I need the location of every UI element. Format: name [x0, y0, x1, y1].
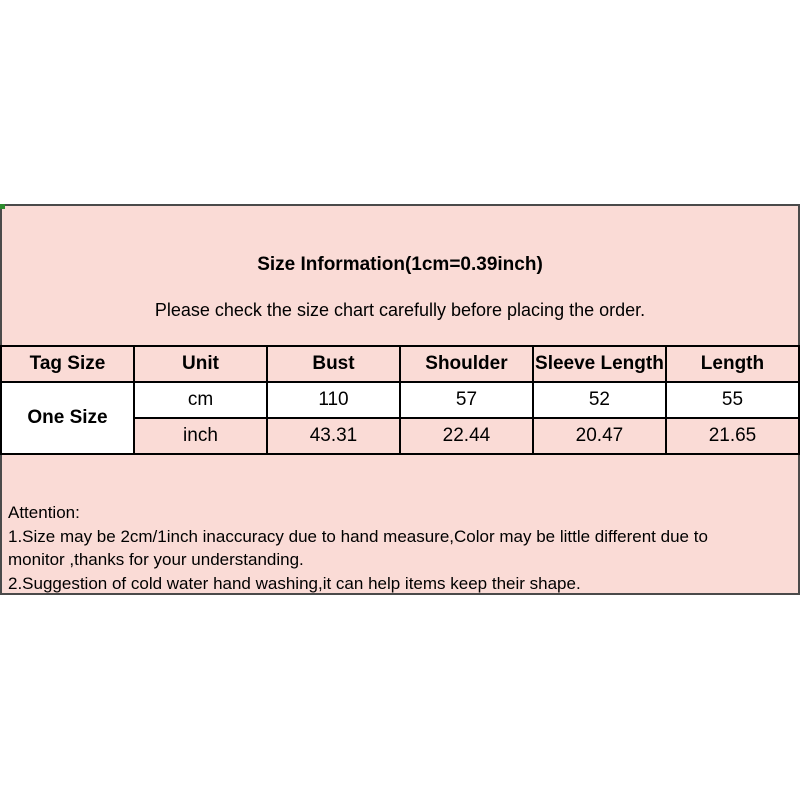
cell-sleeve-length-cm: 52 — [533, 382, 666, 418]
cell-length-inch: 21.65 — [666, 418, 799, 454]
header-length: Length — [666, 346, 799, 382]
size-info-subtitle: Please check the size chart carefully before placing the order. — [154, 300, 646, 320]
header-bust: Bust — [267, 346, 400, 382]
cell-tag-size: One Size — [1, 382, 134, 454]
cell-shoulder-inch: 22.44 — [400, 418, 533, 454]
cell-unit-inch: inch — [134, 418, 267, 454]
attention-note-1-wrap: monitor ,thanks for your understanding. — [8, 550, 304, 569]
size-chart-content — [0, 204, 800, 595]
header-sleeve-length: Sleeve Length — [533, 346, 666, 382]
header-unit: Unit — [134, 346, 267, 382]
size-table-row-cm — [1, 382, 799, 418]
size-info-title: Size Information(1cm=0.39inch) — [257, 254, 543, 275]
attention-box — [0, 455, 800, 595]
header-tag-size: Tag Size — [1, 346, 134, 382]
size-table — [0, 345, 800, 455]
corner-artifact — [0, 204, 5, 209]
size-info-header — [0, 204, 800, 345]
header-shoulder: Shoulder — [400, 346, 533, 382]
cell-length-cm: 55 — [666, 382, 799, 418]
cell-unit-cm: cm — [134, 382, 267, 418]
attention-note-1: 1.Size may be 2cm/1inch inaccuracy due to hand measure,Color may be little different due to — [8, 526, 708, 546]
size-table-header-row — [1, 346, 799, 382]
attention-heading: Attention: — [8, 503, 80, 522]
cell-bust-cm: 110 — [267, 382, 400, 418]
cell-bust-inch: 43.31 — [267, 418, 400, 454]
attention-note-2: 2.Suggestion of cold water hand washing,it can help items keep their shape. — [8, 573, 581, 593]
cell-sleeve-length-inch: 20.47 — [533, 418, 666, 454]
cell-shoulder-cm: 57 — [400, 382, 533, 418]
